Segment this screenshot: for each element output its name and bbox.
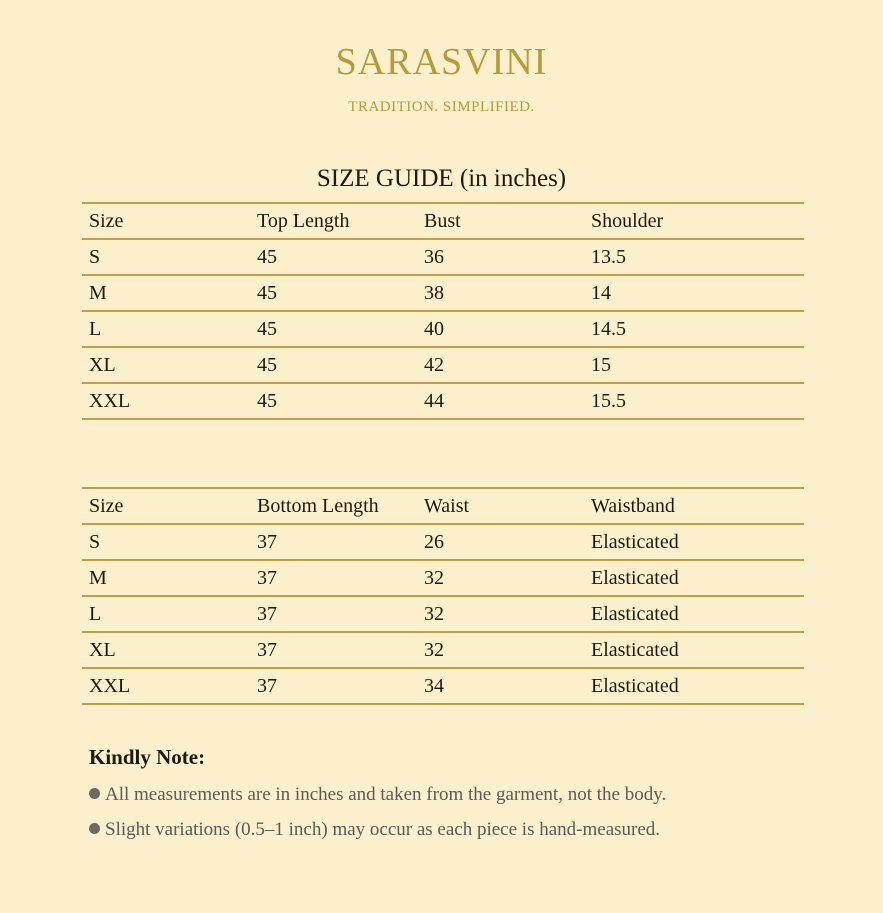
table-row — [82, 596, 804, 632]
cell-top-length: 45 — [250, 311, 417, 347]
table-row — [82, 524, 804, 560]
column-header-size: Size — [82, 488, 250, 524]
cell-waist: 34 — [417, 668, 584, 704]
cell-top-length: 45 — [250, 347, 417, 383]
cell-waistband: Elasticated — [584, 596, 804, 632]
cell-waistband: Elasticated — [584, 524, 804, 560]
note-heading: Kindly Note: — [89, 745, 206, 769]
table-row — [82, 275, 804, 311]
table-row — [82, 311, 804, 347]
cell-bust: 44 — [417, 383, 584, 419]
column-header-waist: Waist — [417, 488, 584, 524]
cell-size: L — [82, 596, 250, 632]
cell-top-length: 45 — [250, 275, 417, 311]
cell-waist: 32 — [417, 560, 584, 596]
cell-size: S — [82, 524, 250, 560]
cell-shoulder: 14.5 — [584, 311, 804, 347]
cell-waist: 26 — [417, 524, 584, 560]
cell-shoulder: 15.5 — [584, 383, 804, 419]
top-size-table — [82, 202, 804, 420]
cell-size: XXL — [82, 668, 250, 704]
cell-waistband: Elasticated — [584, 560, 804, 596]
table-row — [82, 239, 804, 275]
table-row — [82, 383, 804, 419]
cell-size: M — [82, 560, 250, 596]
table-row — [82, 668, 804, 704]
cell-waistband: Elasticated — [584, 668, 804, 704]
cell-bust: 42 — [417, 347, 584, 383]
column-header-bust: Bust — [417, 203, 584, 239]
cell-bust: 36 — [417, 239, 584, 275]
note-item — [89, 817, 666, 852]
note-item — [89, 782, 666, 817]
cell-bust: 38 — [417, 275, 584, 311]
column-header-top-length: Top Length — [250, 203, 417, 239]
note-list — [89, 782, 666, 852]
column-header-shoulder: Shoulder — [584, 203, 804, 239]
column-header-bottom-length: Bottom Length — [250, 488, 417, 524]
cell-shoulder: 14 — [584, 275, 804, 311]
brand-tagline: TRADITION. SIMPLIFIED. — [348, 99, 535, 115]
table-row — [82, 347, 804, 383]
cell-size: S — [82, 239, 250, 275]
cell-waist: 32 — [417, 596, 584, 632]
cell-bottom-length: 37 — [250, 560, 417, 596]
cell-top-length: 45 — [250, 383, 417, 419]
table-header-row — [82, 488, 804, 524]
cell-shoulder: 15 — [584, 347, 804, 383]
cell-size: XL — [82, 347, 250, 383]
table-row — [82, 560, 804, 596]
brand-name: SARASVINI — [335, 41, 548, 83]
bullet-icon — [89, 788, 100, 799]
cell-shoulder: 13.5 — [584, 239, 804, 275]
cell-size: XXL — [82, 383, 250, 419]
column-header-size: Size — [82, 203, 250, 239]
cell-size: M — [82, 275, 250, 311]
cell-bust: 40 — [417, 311, 584, 347]
cell-waistband: Elasticated — [584, 632, 804, 668]
cell-bottom-length: 37 — [250, 524, 417, 560]
column-header-waistband: Waistband — [584, 488, 804, 524]
cell-size: L — [82, 311, 250, 347]
cell-bottom-length: 37 — [250, 596, 417, 632]
cell-bottom-length: 37 — [250, 668, 417, 704]
cell-size: XL — [82, 632, 250, 668]
cell-waist: 32 — [417, 632, 584, 668]
note-text: Slight variations (0.5–1 inch) may occur as each piece is hand-measured. — [105, 819, 661, 840]
bullet-icon — [89, 823, 100, 834]
cell-bottom-length: 37 — [250, 632, 417, 668]
size-guide-title: SIZE GUIDE (in inches) — [316, 165, 567, 192]
table-header-row — [82, 203, 804, 239]
note-text: All measurements are in inches and taken from the garment, not the body. — [105, 784, 667, 805]
table-row — [82, 632, 804, 668]
bottom-size-table — [82, 487, 804, 705]
cell-top-length: 45 — [250, 239, 417, 275]
